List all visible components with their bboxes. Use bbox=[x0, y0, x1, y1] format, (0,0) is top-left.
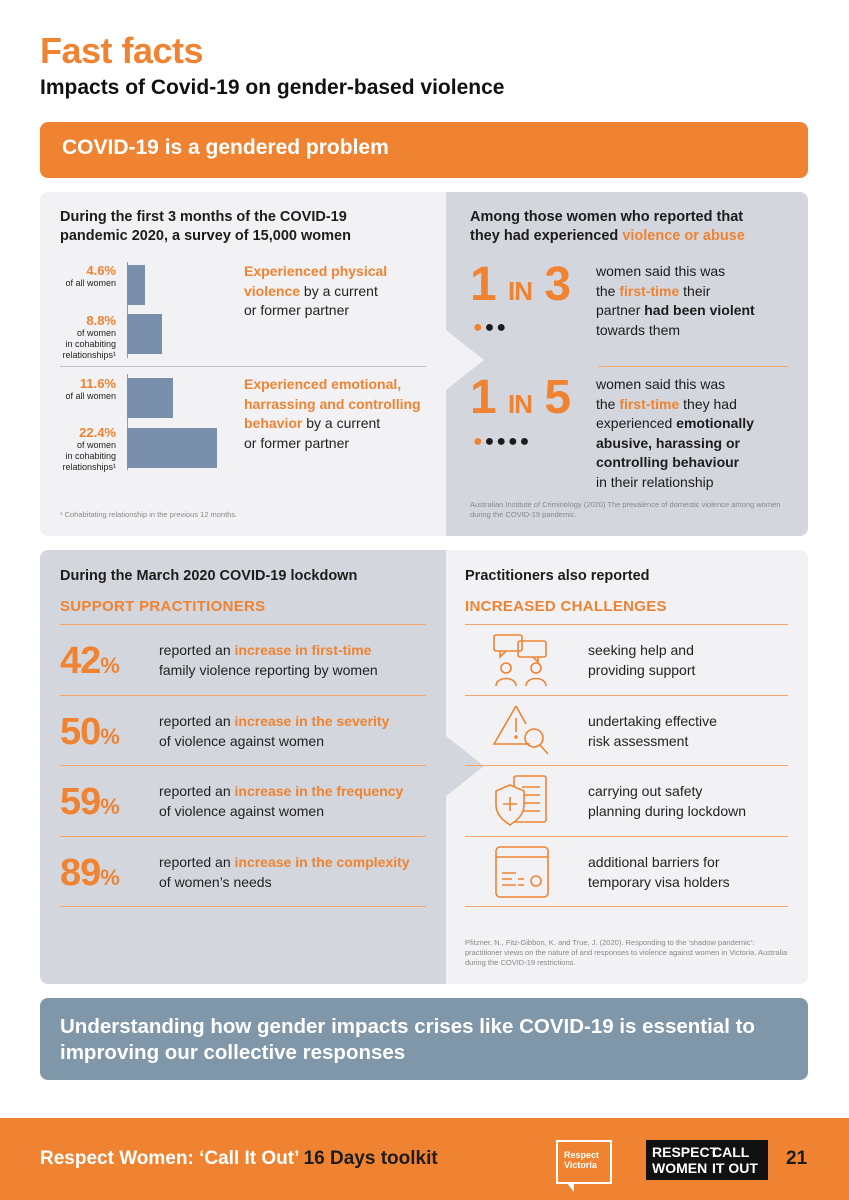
emotional-h3: behavior bbox=[244, 415, 303, 431]
stat-59-description bbox=[159, 782, 439, 821]
stat-c: of women’s needs bbox=[159, 873, 272, 890]
footer-text-white: Respect Women: ‘Call It Out’ bbox=[40, 1148, 304, 1169]
increased-challenges-heading: INCREASED CHALLENGES bbox=[465, 598, 667, 615]
challenge-l2: temporary visa holders bbox=[588, 873, 730, 890]
stat-42-description bbox=[159, 641, 439, 680]
stat-c: of violence against women bbox=[159, 732, 324, 749]
stat-a: reported an bbox=[159, 642, 235, 658]
challenge-3 bbox=[588, 782, 788, 821]
stat-pc: % bbox=[100, 865, 119, 890]
stat-a: reported an bbox=[159, 713, 235, 729]
emotional-h1: Experienced emotional, bbox=[244, 376, 402, 392]
challenge-divider bbox=[465, 695, 788, 696]
challenge-l2: providing support bbox=[588, 661, 696, 678]
page-title: Fast facts bbox=[40, 30, 204, 71]
bar-emotional-cohabiting bbox=[127, 428, 217, 468]
stat2-l5: controlling behaviour bbox=[596, 454, 740, 470]
stat1-description bbox=[596, 262, 796, 340]
challenge-l1: seeking help and bbox=[588, 642, 694, 658]
bar-sub: of all women bbox=[65, 278, 116, 288]
footer bbox=[0, 1118, 849, 1200]
stat-num: 89 bbox=[60, 852, 101, 894]
stat-num: 50 bbox=[60, 711, 101, 753]
emotional-l4: or former partner bbox=[244, 434, 350, 451]
bar-label-1 bbox=[40, 263, 116, 289]
logo-rw-line4: IT OUT bbox=[712, 1160, 758, 1176]
challenge-1 bbox=[588, 641, 788, 680]
dots-1-in-5-icon: ●●●●● bbox=[473, 433, 532, 450]
ratio-in: IN bbox=[508, 276, 533, 306]
stat-num: 59 bbox=[60, 781, 101, 823]
bar-sub: of women bbox=[76, 440, 116, 450]
panel-arrow bbox=[446, 736, 484, 796]
stat-b: increase in the complexity bbox=[234, 854, 410, 870]
stat-c: of violence against women bbox=[159, 802, 324, 819]
stat-50-description bbox=[159, 712, 439, 751]
stat1-l1: women said this was bbox=[596, 263, 726, 279]
conclusion-text: Understanding how gender impacts crises like COVID-19 is essential to improving our collective responses bbox=[60, 1015, 755, 1064]
lockdown-title: During the March 2020 COVID-19 lockdown bbox=[60, 568, 358, 584]
stat1-l3b: had been violent bbox=[644, 302, 755, 318]
survey-title-line2: pandemic 2020, a survey of 15,000 women bbox=[60, 228, 351, 244]
challenge-l2: planning during lockdown bbox=[588, 802, 746, 819]
lockdown-panel bbox=[40, 550, 446, 984]
bar-sub: relationships¹ bbox=[62, 350, 116, 360]
stat2-l2b: first-time bbox=[619, 395, 680, 412]
practitioners-title: Practitioners also reported bbox=[465, 568, 650, 584]
ratio-num: 1 bbox=[470, 371, 496, 424]
practitioners-panel bbox=[446, 550, 808, 984]
shield-document-icon bbox=[492, 773, 552, 831]
footer-title bbox=[40, 1148, 438, 1170]
stat-c: family violence reporting by women bbox=[159, 661, 378, 678]
challenge-l1: additional barriers for bbox=[588, 854, 720, 870]
stat-pc: % bbox=[100, 724, 119, 749]
physical-h2: violence bbox=[244, 282, 301, 299]
bar-sub: in cohabiting bbox=[65, 339, 116, 349]
bar-emotional-all bbox=[127, 378, 173, 418]
bar-label-3 bbox=[40, 376, 116, 402]
bar-pct: 11.6% bbox=[79, 376, 116, 391]
stat-pc: % bbox=[100, 653, 119, 678]
stat-divider bbox=[60, 765, 426, 766]
logo-rw-line3: CALL bbox=[712, 1144, 750, 1160]
page-number: 21 bbox=[786, 1148, 808, 1169]
respect-victoria-logo bbox=[556, 1140, 612, 1184]
stat-divider bbox=[60, 624, 426, 625]
stat2-l3a: experienced bbox=[596, 415, 677, 431]
ratio-den: 3 bbox=[544, 258, 571, 311]
section-banner bbox=[40, 122, 808, 178]
bar-physical-all bbox=[127, 265, 145, 305]
stat1-l2c: their bbox=[679, 282, 711, 299]
stat-pc: % bbox=[100, 794, 119, 819]
bar-sub: of women bbox=[76, 328, 116, 338]
stat2-l4: abusive, harassing or bbox=[596, 434, 740, 451]
reported-divider bbox=[598, 366, 788, 367]
bar-sub: relationships¹ bbox=[62, 462, 116, 472]
footer-text-dark: 16 Days toolkit bbox=[303, 1148, 438, 1169]
reported-title-line2b: violence or abuse bbox=[622, 228, 745, 244]
stat-a: reported an bbox=[159, 854, 235, 870]
ratio-den: 5 bbox=[544, 371, 571, 424]
ratio-1-in-3 bbox=[470, 260, 570, 316]
logo-rw-line1: RESPECT bbox=[652, 1144, 719, 1160]
stat2-l3b: emotionally bbox=[676, 415, 754, 431]
page-subtitle: Impacts of Covid-19 on gender-based violence bbox=[40, 76, 505, 99]
challenge-l1: undertaking effective bbox=[588, 713, 717, 729]
survey-divider bbox=[60, 366, 426, 367]
bar-label-2 bbox=[40, 313, 116, 361]
chat-people-icon bbox=[492, 632, 552, 690]
logo-rw-right bbox=[712, 1144, 758, 1176]
stat-a: reported an bbox=[159, 783, 235, 799]
challenge-4 bbox=[588, 853, 788, 892]
stat-b: increase in first-time bbox=[234, 642, 372, 658]
stat2-l2a: the bbox=[596, 395, 620, 412]
ratio-num: 1 bbox=[470, 258, 496, 311]
reported-source: Australian Institute of Criminology (2020) The prevalence of domestic violence among women during the COVID-19 pandemic. bbox=[470, 500, 781, 519]
stat-divider bbox=[60, 836, 426, 837]
stat-divider bbox=[60, 906, 426, 907]
support-practitioners-heading: SUPPORT PRACTITIONERS bbox=[60, 598, 266, 615]
practitioners-source: Pfitzner, N., Fitz-Gibbon, K. and True, J. (2020). Responding to the ‘shadow pandemic’: practitioner views on the nature of and responses to violence against women in Victoria, Australia during the COVID-19 restrictions. bbox=[465, 938, 788, 967]
stat1-l2a: the bbox=[596, 282, 620, 299]
stat-89 bbox=[60, 852, 119, 895]
emotional-h2: harrassing and controlling bbox=[244, 395, 421, 412]
ratio-1-in-5 bbox=[470, 373, 570, 429]
challenge-divider bbox=[465, 836, 788, 837]
physical-l3: or former partner bbox=[244, 302, 350, 318]
challenge-l1: carrying out safety bbox=[588, 783, 703, 799]
physical-rest: by a current bbox=[300, 282, 378, 299]
bar-pct: 4.6% bbox=[86, 263, 116, 278]
bar-pct: 22.4% bbox=[79, 425, 116, 440]
banner-text: COVID-19 is a gendered problem bbox=[62, 136, 389, 159]
physical-h1: Experienced physical bbox=[244, 263, 388, 279]
stat1-l3a: partner bbox=[596, 302, 645, 318]
reported-title-line1: Among those women who reported that bbox=[470, 209, 744, 225]
stat-num: 42 bbox=[60, 640, 101, 682]
logo-rv-line2: Victoria bbox=[564, 1160, 597, 1170]
stat2-l6: in their relationship bbox=[596, 473, 714, 490]
stat-42 bbox=[60, 640, 119, 683]
ratio-in: IN bbox=[508, 389, 533, 419]
stat-89-description bbox=[159, 853, 439, 892]
challenge-divider bbox=[465, 765, 788, 766]
stat-divider bbox=[60, 695, 426, 696]
logo-rw-line2: WOMEN bbox=[652, 1160, 708, 1176]
conclusion-banner bbox=[40, 998, 808, 1080]
survey-title-line1: During the first 3 months of the COVID-19 bbox=[60, 209, 347, 225]
logo-rv-line1: Respect bbox=[564, 1150, 600, 1160]
reported-title-line2a: they had experienced bbox=[470, 228, 623, 244]
bar-physical-cohabiting bbox=[127, 314, 162, 354]
dots-1-in-3-icon: ●●● bbox=[473, 319, 508, 336]
stat2-description bbox=[596, 375, 796, 492]
stat-50 bbox=[60, 711, 119, 754]
bar-pct: 8.8% bbox=[86, 313, 116, 328]
physical-description bbox=[244, 262, 434, 321]
stat-59 bbox=[60, 781, 119, 824]
warning-search-icon bbox=[492, 702, 552, 760]
survey-title bbox=[60, 208, 430, 246]
stat2-l1: women said this was bbox=[596, 376, 726, 392]
bar-label-4 bbox=[40, 425, 116, 473]
id-card-icon bbox=[492, 843, 552, 901]
emotional-rest: by a current bbox=[302, 415, 381, 431]
reported-title bbox=[470, 208, 790, 246]
stat1-l4: towards them bbox=[596, 321, 681, 338]
stat-b: increase in the frequency bbox=[234, 783, 404, 799]
challenge-divider bbox=[465, 906, 788, 907]
stat1-l2b: first-time bbox=[619, 282, 680, 299]
survey-footnote: ¹ Cohabitating relationship in the previous 12 months. bbox=[60, 510, 238, 519]
emotional-description bbox=[244, 375, 434, 453]
challenge-2 bbox=[588, 712, 788, 751]
challenge-l2: risk assessment bbox=[588, 732, 689, 749]
bar-sub: in cohabiting bbox=[65, 451, 116, 461]
respect-women-call-it-out-logo bbox=[646, 1140, 768, 1180]
challenge-divider bbox=[465, 624, 788, 625]
bar-sub: of all women bbox=[65, 391, 116, 401]
stat2-l2c: they had bbox=[679, 395, 737, 412]
stat-b: increase in the severity bbox=[234, 713, 390, 729]
